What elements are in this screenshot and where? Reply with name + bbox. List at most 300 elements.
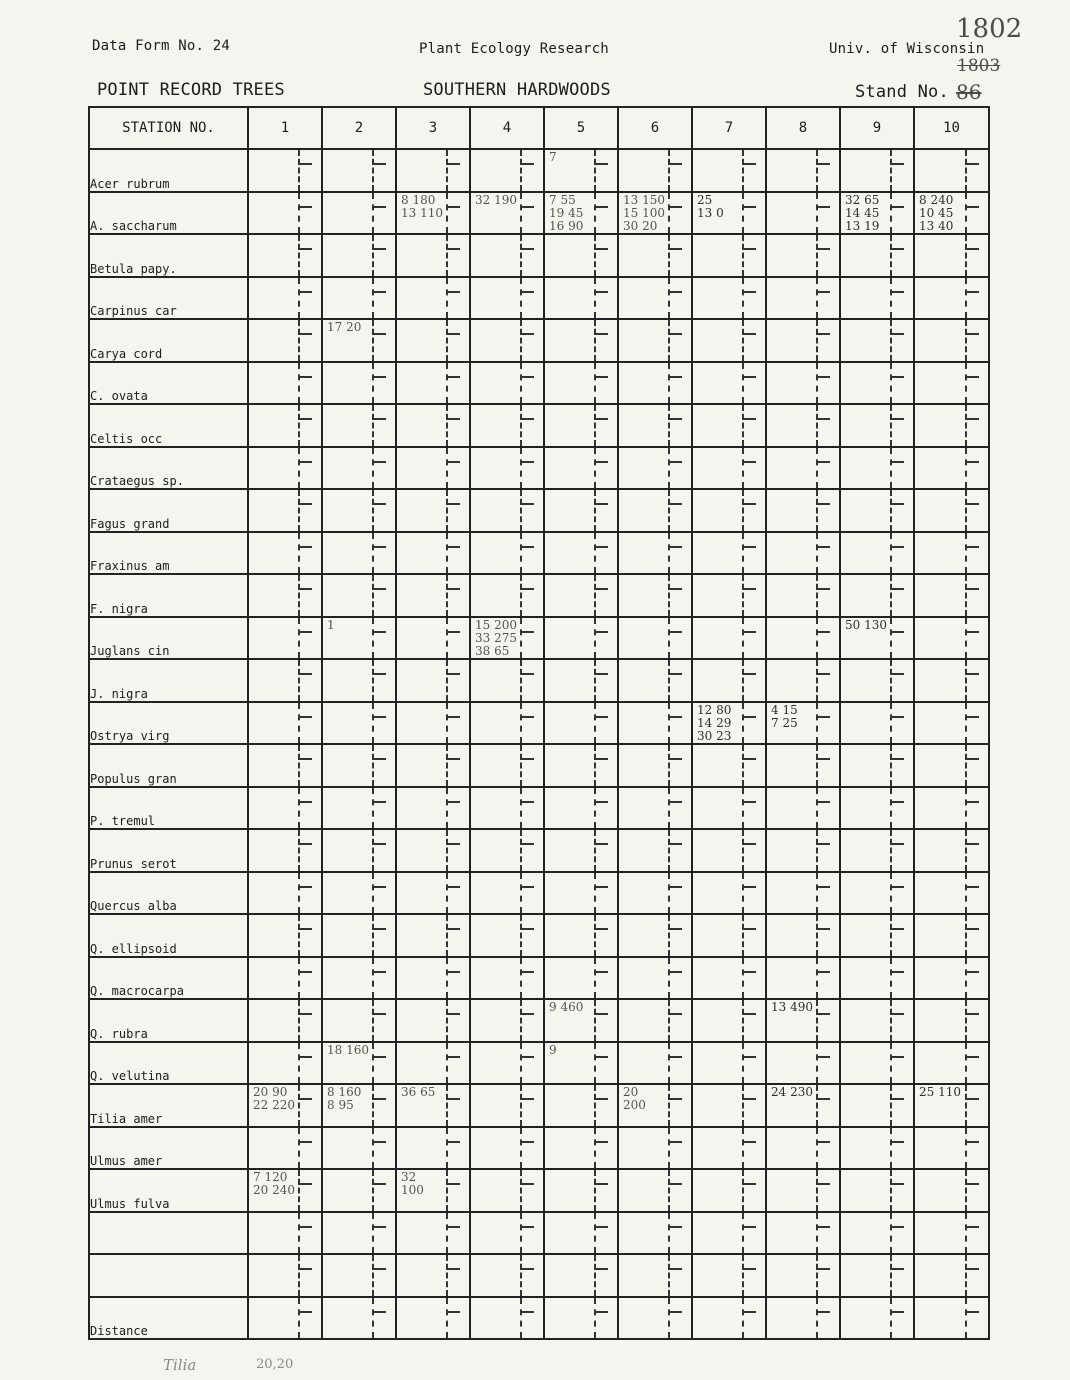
record-cell[interactable]	[470, 999, 544, 1042]
record-cell[interactable]	[692, 914, 766, 957]
record-cell[interactable]	[692, 574, 766, 617]
record-cell[interactable]	[618, 617, 692, 660]
record-cell[interactable]	[396, 574, 470, 617]
record-cell[interactable]	[914, 1254, 989, 1297]
record-cell[interactable]	[396, 787, 470, 830]
record-cell[interactable]	[544, 787, 618, 830]
record-cell[interactable]	[322, 1127, 396, 1170]
record-cell[interactable]	[766, 149, 840, 192]
record-cell[interactable]	[470, 404, 544, 447]
record-cell[interactable]	[618, 319, 692, 362]
record-cell[interactable]	[248, 872, 322, 915]
table-row	[89, 702, 989, 745]
record-cell[interactable]	[470, 319, 544, 362]
record-cell[interactable]	[396, 234, 470, 277]
record-cell[interactable]	[766, 1254, 840, 1297]
record-cell[interactable]	[470, 957, 544, 1000]
record-cell[interactable]	[396, 149, 470, 192]
record-cell[interactable]	[840, 1254, 914, 1297]
record-cell[interactable]	[544, 1127, 618, 1170]
record-cell[interactable]	[766, 319, 840, 362]
record-cell[interactable]	[766, 532, 840, 575]
record-cell[interactable]	[322, 999, 396, 1042]
record-cell[interactable]	[322, 829, 396, 872]
record-cell[interactable]	[470, 702, 544, 745]
record-cell[interactable]	[618, 1127, 692, 1170]
record-cell[interactable]	[914, 617, 989, 660]
record-cell[interactable]	[248, 1084, 322, 1127]
record-cell[interactable]	[396, 1084, 470, 1127]
record-cell[interactable]	[544, 277, 618, 320]
record-cell[interactable]	[618, 872, 692, 915]
record-cell[interactable]	[618, 362, 692, 405]
record-cell[interactable]	[322, 447, 396, 490]
record-cell[interactable]	[914, 999, 989, 1042]
species-label: P. tremul	[89, 787, 248, 830]
record-cell[interactable]	[766, 1212, 840, 1255]
record-cell[interactable]	[914, 192, 989, 235]
record-cell[interactable]	[914, 149, 989, 192]
record-cell[interactable]	[618, 702, 692, 745]
table-row	[89, 999, 989, 1042]
record-cell[interactable]	[248, 787, 322, 830]
record-cell[interactable]	[840, 532, 914, 575]
record-cell[interactable]	[248, 914, 322, 957]
footer-note-species: Tilia	[163, 1356, 197, 1374]
record-cell[interactable]	[544, 617, 618, 660]
record-cell[interactable]	[544, 362, 618, 405]
record-cell[interactable]	[914, 787, 989, 830]
record-cell[interactable]	[396, 1042, 470, 1085]
record-cell[interactable]	[248, 702, 322, 745]
record-cell[interactable]	[914, 1042, 989, 1085]
record-cell[interactable]	[914, 957, 989, 1000]
record-cell[interactable]	[766, 362, 840, 405]
record-cell[interactable]	[692, 1042, 766, 1085]
table-row	[89, 192, 989, 235]
record-cell[interactable]	[840, 404, 914, 447]
record-cell[interactable]	[470, 1254, 544, 1297]
record-cell[interactable]	[618, 149, 692, 192]
record-cell[interactable]	[396, 362, 470, 405]
record-cell[interactable]	[692, 404, 766, 447]
record-cell[interactable]	[544, 659, 618, 702]
record-cell[interactable]	[840, 999, 914, 1042]
record-cell[interactable]	[470, 149, 544, 192]
record-cell[interactable]	[618, 489, 692, 532]
record-cell[interactable]	[544, 404, 618, 447]
record-cell[interactable]	[248, 1254, 322, 1297]
record-cell[interactable]	[618, 1212, 692, 1255]
record-cell[interactable]	[692, 234, 766, 277]
record-cell[interactable]	[544, 1042, 618, 1085]
record-cell[interactable]	[766, 277, 840, 320]
record-cell[interactable]	[396, 744, 470, 787]
record-cell[interactable]	[544, 1212, 618, 1255]
record-cell[interactable]	[396, 999, 470, 1042]
species-label: Fraxinus am	[89, 532, 248, 575]
record-cell[interactable]	[618, 1169, 692, 1212]
record-cell[interactable]	[248, 1212, 322, 1255]
record-cell[interactable]	[470, 447, 544, 490]
record-cell[interactable]	[470, 489, 544, 532]
record-cell[interactable]	[766, 447, 840, 490]
record-cell[interactable]	[692, 659, 766, 702]
record-cell[interactable]	[470, 234, 544, 277]
record-cell[interactable]	[470, 532, 544, 575]
record-cell[interactable]	[766, 489, 840, 532]
record-cell[interactable]	[914, 1084, 989, 1127]
record-cell[interactable]	[544, 1084, 618, 1127]
record-cell[interactable]	[618, 574, 692, 617]
record-cell[interactable]	[396, 489, 470, 532]
record-cell[interactable]	[840, 489, 914, 532]
record-cell[interactable]	[248, 447, 322, 490]
record-cell[interactable]	[248, 659, 322, 702]
record-cell[interactable]	[322, 1297, 396, 1340]
table-row	[89, 872, 989, 915]
record-cell[interactable]	[544, 999, 618, 1042]
record-cell[interactable]	[618, 1084, 692, 1127]
table-row	[89, 829, 989, 872]
record-cell[interactable]	[914, 1297, 989, 1340]
record-cell[interactable]	[840, 277, 914, 320]
record-cell[interactable]	[914, 532, 989, 575]
record-cell[interactable]	[914, 744, 989, 787]
record-cell[interactable]	[248, 319, 322, 362]
record-cell[interactable]	[470, 1212, 544, 1255]
record-cell[interactable]	[914, 829, 989, 872]
record-cell[interactable]	[618, 787, 692, 830]
record-cell[interactable]	[322, 1254, 396, 1297]
record-cell[interactable]	[766, 999, 840, 1042]
record-cell[interactable]	[766, 872, 840, 915]
record-cell[interactable]	[248, 192, 322, 235]
record-cell[interactable]	[618, 744, 692, 787]
record-cell[interactable]	[618, 1042, 692, 1085]
record-cell[interactable]	[470, 787, 544, 830]
handwritten-entry: 9	[549, 1042, 557, 1057]
record-cell[interactable]	[248, 1042, 322, 1085]
record-cell[interactable]	[766, 914, 840, 957]
record-cell[interactable]	[396, 404, 470, 447]
record-cell[interactable]	[470, 1127, 544, 1170]
record-cell[interactable]	[544, 744, 618, 787]
record-cell[interactable]	[544, 1254, 618, 1297]
record-cell[interactable]	[692, 787, 766, 830]
record-cell[interactable]	[840, 192, 914, 235]
record-cell[interactable]	[692, 447, 766, 490]
record-cell[interactable]	[544, 957, 618, 1000]
record-cell[interactable]	[766, 1042, 840, 1085]
record-cell[interactable]	[914, 489, 989, 532]
record-cell[interactable]	[322, 489, 396, 532]
handwritten-stand-number: 1802	[956, 14, 1023, 44]
record-cell[interactable]	[322, 277, 396, 320]
record-cell[interactable]	[322, 957, 396, 1000]
record-cell[interactable]	[396, 1169, 470, 1212]
record-cell[interactable]	[544, 702, 618, 745]
record-cell[interactable]	[618, 1297, 692, 1340]
record-cell[interactable]	[692, 702, 766, 745]
record-cell[interactable]	[914, 1212, 989, 1255]
record-cell[interactable]	[470, 829, 544, 872]
record-cell[interactable]	[544, 574, 618, 617]
record-cell[interactable]	[692, 744, 766, 787]
form-subtitle: SOUTHERN HARDWOODS	[423, 80, 611, 100]
record-cell[interactable]	[322, 659, 396, 702]
record-cell[interactable]	[766, 617, 840, 660]
handwritten-entry: 4 15 7 25	[771, 702, 798, 730]
record-cell[interactable]	[248, 957, 322, 1000]
record-cell[interactable]	[618, 829, 692, 872]
record-cell[interactable]	[840, 702, 914, 745]
record-cell[interactable]	[248, 1169, 322, 1212]
record-cell[interactable]	[692, 999, 766, 1042]
record-cell[interactable]	[766, 192, 840, 235]
record-cell[interactable]	[248, 149, 322, 192]
handwritten-entry: 13 150 15 100 30 20	[623, 192, 665, 233]
record-cell[interactable]	[470, 1084, 544, 1127]
record-cell[interactable]	[692, 149, 766, 192]
record-cell[interactable]	[692, 1084, 766, 1127]
record-cell[interactable]	[618, 914, 692, 957]
record-cell[interactable]	[618, 234, 692, 277]
record-cell[interactable]	[618, 277, 692, 320]
record-cell[interactable]	[322, 1169, 396, 1212]
record-cell[interactable]	[544, 1297, 618, 1340]
record-cell[interactable]	[766, 1084, 840, 1127]
record-cell[interactable]	[322, 574, 396, 617]
record-cell[interactable]	[692, 829, 766, 872]
record-cell[interactable]	[766, 404, 840, 447]
record-cell[interactable]	[322, 149, 396, 192]
record-cell[interactable]	[396, 829, 470, 872]
record-cell[interactable]	[544, 149, 618, 192]
record-cell[interactable]	[470, 1297, 544, 1340]
record-cell[interactable]	[544, 192, 618, 235]
record-cell[interactable]	[692, 277, 766, 320]
species-label: Q. ellipsoid	[89, 914, 248, 957]
record-cell[interactable]	[840, 149, 914, 192]
record-cell[interactable]	[618, 532, 692, 575]
record-cell[interactable]	[618, 447, 692, 490]
record-cell[interactable]	[840, 574, 914, 617]
record-cell[interactable]	[840, 1084, 914, 1127]
record-cell[interactable]	[470, 1042, 544, 1085]
record-cell[interactable]	[248, 574, 322, 617]
table-row	[89, 149, 989, 192]
record-cell[interactable]	[322, 532, 396, 575]
record-cell[interactable]	[840, 1169, 914, 1212]
record-cell[interactable]	[396, 872, 470, 915]
species-label	[89, 1212, 248, 1255]
record-cell[interactable]	[470, 744, 544, 787]
record-cell[interactable]	[322, 702, 396, 745]
record-cell[interactable]	[618, 659, 692, 702]
record-cell[interactable]	[322, 404, 396, 447]
record-cell[interactable]	[914, 447, 989, 490]
record-cell[interactable]	[248, 489, 322, 532]
record-cell[interactable]	[544, 234, 618, 277]
record-cell[interactable]	[396, 447, 470, 490]
record-cell[interactable]	[544, 489, 618, 532]
record-cell[interactable]	[322, 787, 396, 830]
record-cell[interactable]	[396, 957, 470, 1000]
station-header-8: 8	[766, 107, 840, 149]
record-cell[interactable]	[470, 277, 544, 320]
record-cell[interactable]	[396, 914, 470, 957]
record-cell[interactable]	[840, 872, 914, 915]
record-cell[interactable]	[840, 1042, 914, 1085]
record-cell[interactable]	[692, 1169, 766, 1212]
record-cell[interactable]	[840, 829, 914, 872]
record-cell[interactable]	[544, 829, 618, 872]
record-cell[interactable]	[248, 617, 322, 660]
record-cell[interactable]	[322, 1042, 396, 1085]
record-cell[interactable]	[248, 532, 322, 575]
record-cell[interactable]	[766, 574, 840, 617]
record-cell[interactable]	[322, 192, 396, 235]
record-cell[interactable]	[618, 192, 692, 235]
record-cell[interactable]	[914, 702, 989, 745]
record-cell[interactable]	[766, 234, 840, 277]
record-cell[interactable]	[544, 914, 618, 957]
record-cell[interactable]	[248, 404, 322, 447]
record-cell[interactable]	[618, 999, 692, 1042]
record-cell[interactable]	[248, 744, 322, 787]
record-cell[interactable]	[692, 1297, 766, 1340]
record-cell[interactable]	[766, 659, 840, 702]
record-cell[interactable]	[692, 1212, 766, 1255]
record-cell[interactable]	[396, 617, 470, 660]
record-cell[interactable]	[248, 234, 322, 277]
record-cell[interactable]	[914, 277, 989, 320]
record-cell[interactable]	[914, 234, 989, 277]
handwritten-entry: 7	[549, 150, 557, 164]
record-cell[interactable]	[396, 532, 470, 575]
record-cell[interactable]	[692, 319, 766, 362]
record-cell[interactable]	[840, 447, 914, 490]
record-cell[interactable]	[396, 192, 470, 235]
record-cell[interactable]	[322, 914, 396, 957]
record-cell[interactable]	[840, 957, 914, 1000]
record-cell[interactable]	[692, 489, 766, 532]
record-cell[interactable]	[322, 872, 396, 915]
record-cell[interactable]	[470, 872, 544, 915]
record-cell[interactable]	[470, 659, 544, 702]
record-cell[interactable]	[322, 362, 396, 405]
record-cell[interactable]	[766, 1127, 840, 1170]
record-cell[interactable]	[840, 362, 914, 405]
record-cell[interactable]	[914, 319, 989, 362]
table-row	[89, 1084, 989, 1127]
record-cell[interactable]	[470, 914, 544, 957]
record-cell[interactable]	[692, 872, 766, 915]
record-cell[interactable]	[692, 532, 766, 575]
record-cell[interactable]	[840, 319, 914, 362]
record-cell[interactable]	[322, 1212, 396, 1255]
record-cell[interactable]	[544, 319, 618, 362]
record-cell[interactable]	[396, 702, 470, 745]
record-cell[interactable]	[248, 1127, 322, 1170]
record-cell[interactable]	[692, 617, 766, 660]
record-cell[interactable]	[322, 234, 396, 277]
record-cell[interactable]	[470, 192, 544, 235]
record-cell[interactable]	[322, 319, 396, 362]
record-cell[interactable]	[766, 1297, 840, 1340]
record-cell[interactable]	[544, 447, 618, 490]
record-cell[interactable]	[840, 1212, 914, 1255]
record-cell[interactable]	[544, 532, 618, 575]
record-cell[interactable]	[470, 574, 544, 617]
record-cell[interactable]	[692, 957, 766, 1000]
record-cell[interactable]	[322, 1084, 396, 1127]
record-cell[interactable]	[692, 1127, 766, 1170]
record-cell[interactable]	[914, 872, 989, 915]
record-cell[interactable]	[618, 957, 692, 1000]
record-cell[interactable]	[248, 362, 322, 405]
record-cell[interactable]	[766, 957, 840, 1000]
record-cell[interactable]	[840, 787, 914, 830]
record-cell[interactable]	[396, 1127, 470, 1170]
record-cell[interactable]	[766, 744, 840, 787]
record-cell[interactable]	[914, 659, 989, 702]
record-cell[interactable]	[396, 1254, 470, 1297]
record-cell[interactable]	[396, 659, 470, 702]
record-cell[interactable]	[766, 787, 840, 830]
record-cell[interactable]	[544, 1169, 618, 1212]
record-cell[interactable]	[766, 829, 840, 872]
record-cell[interactable]	[914, 914, 989, 957]
record-cell[interactable]	[470, 617, 544, 660]
record-cell[interactable]	[618, 404, 692, 447]
record-cell[interactable]	[914, 404, 989, 447]
record-cell[interactable]	[840, 1297, 914, 1340]
record-cell[interactable]	[914, 1169, 989, 1212]
record-cell[interactable]	[396, 319, 470, 362]
record-cell[interactable]	[322, 744, 396, 787]
record-cell[interactable]	[840, 914, 914, 957]
record-cell[interactable]	[544, 872, 618, 915]
record-cell[interactable]	[248, 1297, 322, 1340]
record-cell[interactable]	[692, 362, 766, 405]
record-cell[interactable]	[618, 1254, 692, 1297]
record-cell[interactable]	[914, 574, 989, 617]
record-cell[interactable]	[248, 829, 322, 872]
record-cell[interactable]	[470, 1169, 544, 1212]
record-cell[interactable]	[396, 277, 470, 320]
record-cell[interactable]	[840, 234, 914, 277]
record-cell[interactable]	[840, 659, 914, 702]
record-cell[interactable]	[692, 1254, 766, 1297]
species-label: Q. rubra	[89, 999, 248, 1042]
record-cell[interactable]	[248, 999, 322, 1042]
record-cell[interactable]	[914, 362, 989, 405]
record-cell[interactable]	[840, 744, 914, 787]
record-cell[interactable]	[692, 192, 766, 235]
record-cell[interactable]	[322, 617, 396, 660]
record-cell[interactable]	[766, 702, 840, 745]
record-cell[interactable]	[914, 1127, 989, 1170]
record-cell[interactable]	[840, 617, 914, 660]
record-cell[interactable]	[470, 362, 544, 405]
record-cell[interactable]	[766, 1169, 840, 1212]
record-cell[interactable]	[248, 277, 322, 320]
record-cell[interactable]	[840, 1127, 914, 1170]
record-cell[interactable]	[396, 1212, 470, 1255]
record-cell[interactable]	[396, 1297, 470, 1340]
